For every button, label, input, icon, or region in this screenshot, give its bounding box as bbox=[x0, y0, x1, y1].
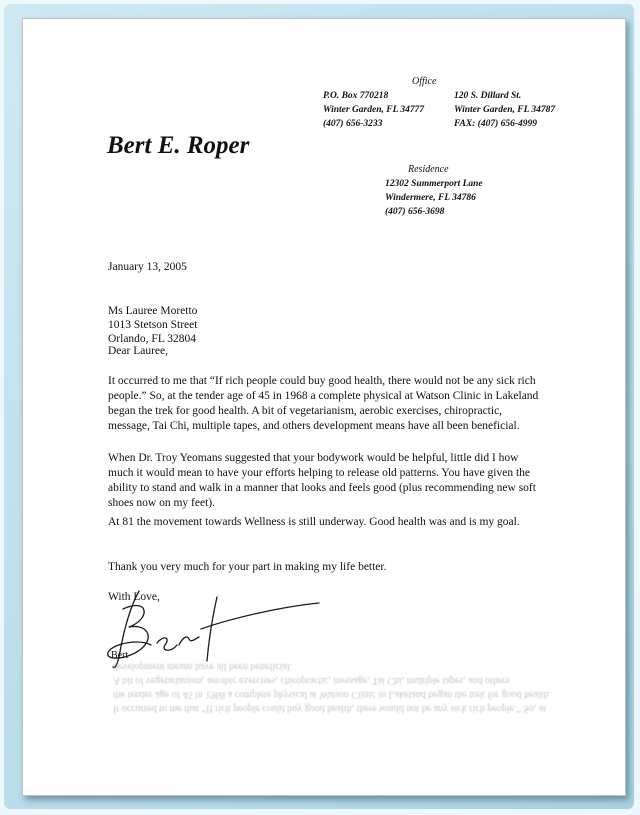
body-paragraph: At 81 the movement towards Wellness is still underway. Good health was and is my goal. bbox=[108, 516, 520, 528]
residence-line: Windermere, FL 34786 bbox=[385, 193, 476, 203]
signer-name: Bert bbox=[111, 650, 129, 661]
office-street-address bbox=[454, 89, 555, 131]
office-label: Office bbox=[412, 76, 437, 87]
office-phone: (407) 656-3233 bbox=[323, 119, 383, 129]
sender-name: Bert E. Roper bbox=[107, 132, 250, 159]
residence-phone: (407) 656-3698 bbox=[385, 207, 445, 217]
body-paragraph: It occurred to me that “If rich people could buy good health, there would not be any sick rich people.” So, at the tender age of 45 in 1968 a complete physical at Watson Clinic in Lakeland began the trek for good health. A bit of vegetarianism, aerobic exercises, chiropractic, message, Tai Chi, multiple tapes, and others development means have all been beneficial. bbox=[108, 375, 539, 432]
recipient-name: Ms Lauree Moretto bbox=[108, 305, 198, 317]
bleed-paragraph: It occurred to me that “If rich people could buy good health, there would not be any sick rich people.” So, at the tender age of 45 in 1968 a complete physical at Watson Clinic in Lakeland began the trek for good health. A bit of vegetarianism, aerobic exercises, chiropractic, message, Tai Chi, multiple tapes, and others development means have all been beneficial. bbox=[113, 661, 552, 714]
recipient-address bbox=[108, 304, 197, 346]
signature-text: Bert bbox=[79, 579, 81, 580]
recipient-city: Orlando, FL 32804 bbox=[108, 333, 197, 345]
recipient-street: 1013 Stetson Street bbox=[108, 319, 198, 331]
office-po-line: P.O. Box 770218 bbox=[323, 91, 389, 101]
office-street-line: Winter Garden, FL 34787 bbox=[454, 105, 556, 115]
body-paragraph: When Dr. Troy Yeomans suggested that your bodywork would be helpful, little did I how much it would mean to have your efforts helping to release old patterns. You have given the ability to stand and walk in a manner that looks and feels good (plus recommending new soft shoes now on my feet). bbox=[108, 452, 536, 509]
residence-line: 12302 Summerport Lane bbox=[385, 179, 483, 189]
closing: With Love, bbox=[108, 591, 160, 603]
office-street-line: 120 S. Dillard St. bbox=[454, 91, 522, 101]
office-fax: FAX: (407) 656-4999 bbox=[454, 119, 538, 129]
body-paragraph: Thank you very much for your part in making my life better. bbox=[108, 561, 387, 573]
office-po-address bbox=[323, 89, 424, 131]
office-po-line: Winter Garden, FL 34777 bbox=[323, 105, 425, 115]
salutation: Dear Lauree, bbox=[108, 345, 169, 357]
residence-address bbox=[385, 177, 483, 219]
bleed-through-text bbox=[113, 659, 553, 715]
residence-label: Residence bbox=[408, 164, 449, 175]
letter-page bbox=[22, 18, 626, 796]
letter-date: January 13, 2005 bbox=[108, 261, 187, 273]
